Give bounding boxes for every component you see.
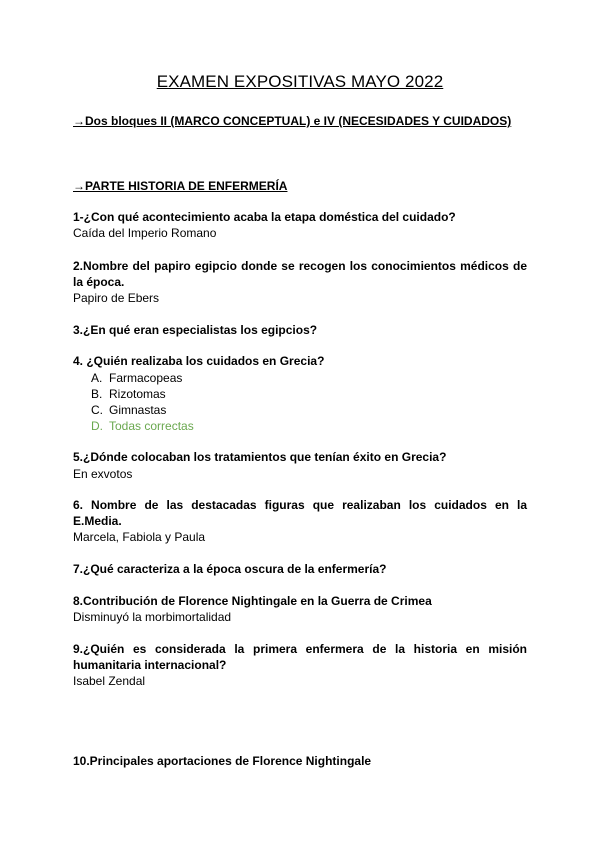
option-b	[91, 386, 166, 402]
answer-1: Caída del Imperio Romano	[73, 226, 217, 240]
answer-2: Papiro de Ebers	[73, 291, 160, 305]
option-d-correct	[91, 418, 194, 434]
answer-8: Disminuyó la morbimortalidad	[73, 610, 232, 624]
option-a	[91, 370, 182, 386]
option-text: Todas correctas	[109, 419, 194, 433]
option-letter: D.	[91, 419, 103, 433]
answer-9: Isabel Zendal	[73, 674, 146, 688]
question-10: 10.Principales aportaciones de Florence Nightingale	[73, 754, 372, 768]
section-heading: →PARTE HISTORIA DE ENFERMERÍA	[73, 179, 288, 193]
question-2: 2.Nombre del papiro egipcio donde se recogen los conocimientos médicos de la época.	[73, 259, 527, 289]
question-8: 8.Contribución de Florence Nightingale en la Guerra de Crimea	[73, 594, 432, 608]
question-4: 4. ¿Quién realizaba los cuidados en Grecia?	[73, 354, 325, 368]
option-letter: C.	[91, 403, 103, 417]
option-c	[91, 402, 166, 418]
question-9: 9.¿Quién es considerada la primera enfermera de la historia en misión humanitaria internacional?	[73, 642, 527, 672]
option-text: Gimnastas	[109, 403, 167, 417]
option-letter: A.	[91, 371, 103, 385]
page-title: EXAMEN EXPOSITIVAS MAYO 2022	[156, 72, 444, 91]
question-7: 7.¿Qué caracteriza a la época oscura de la enfermería?	[73, 562, 387, 576]
answer-6: Marcela, Fabiola y Paula	[73, 530, 206, 544]
question-3: 3.¿En qué eran especialistas los egipcios?	[73, 323, 318, 337]
answer-5: En exvotos	[73, 467, 133, 481]
question-5: 5.¿Dónde colocaban los tratamientos que tenían éxito en Grecia?	[73, 450, 447, 464]
option-text: Rizotomas	[109, 387, 166, 401]
option-letter: B.	[91, 387, 103, 401]
question-1: 1-¿Con qué acontecimiento acaba la etapa doméstica del cuidado?	[73, 210, 456, 224]
blocks-line: →Dos bloques II (MARCO CONCEPTUAL) e IV (NECESIDADES Y CUIDADOS)	[73, 114, 512, 128]
option-text: Farmacopeas	[109, 371, 183, 385]
question-6: 6. Nombre de las destacadas figuras que realizaban los cuidados en la E.Media.	[73, 498, 527, 528]
